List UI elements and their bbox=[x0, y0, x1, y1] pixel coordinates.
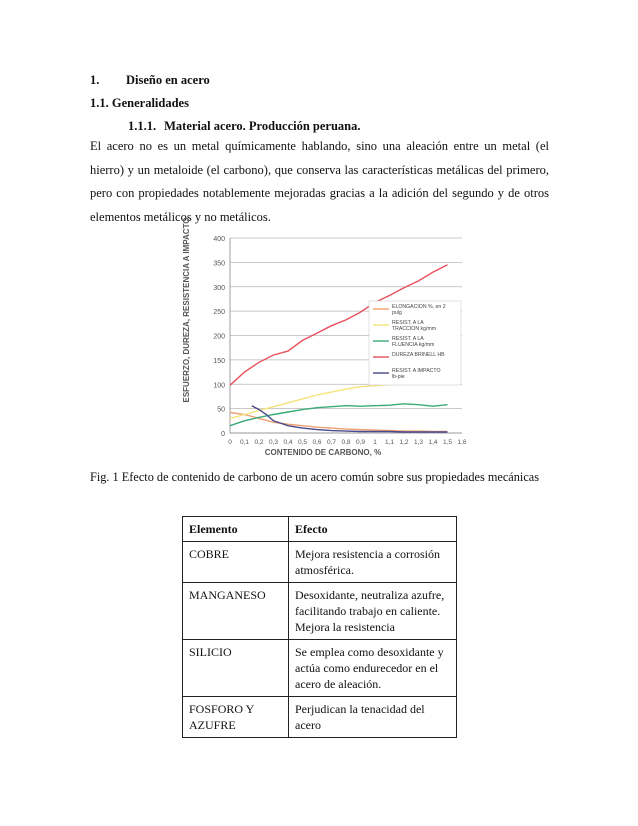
table-row bbox=[183, 697, 457, 738]
table-cell-effect: Se emplea como desoxidante y actúa como endurecedor en el acero de aleación. bbox=[289, 640, 457, 697]
table-cell-element: MANGANESO bbox=[183, 583, 289, 640]
chart-x-tick-label: 1,2 bbox=[399, 439, 409, 446]
heading-1-number: 1. bbox=[90, 73, 100, 87]
heading-1-text: Diseño en acero bbox=[126, 73, 210, 87]
chart-y-tick-label: 250 bbox=[213, 309, 225, 317]
figure-caption: Fig. 1 Efecto de contenido de carbono de un acero común sobre sus propiedades mecánicas bbox=[90, 470, 540, 484]
table-cell-element: SILICIO bbox=[183, 640, 289, 697]
heading-3-number: 1.1.1. bbox=[128, 119, 157, 133]
chart-legend bbox=[369, 301, 461, 385]
heading-3-text: Material acero. Producción peruana. bbox=[164, 119, 361, 133]
element-effect-table bbox=[182, 516, 457, 738]
chart-x-tick-label: 1,4 bbox=[428, 439, 438, 446]
body-paragraph: El acero no es un metal químicamente hablando, sino una aleación entre un metal (el hierro) y un metaloide (el carbono), que conserva las características metálicas del primero, pero con propiedades notablemente mejoradas gracias a la adición del segundo y de otros elementos metálicos y no metálicos. bbox=[90, 139, 549, 224]
carbon-content-chart bbox=[175, 217, 467, 457]
chart-y-tick-label: 100 bbox=[213, 382, 225, 390]
chart-x-tick-label: 0,4 bbox=[283, 439, 293, 446]
table-cell-effect: Perjudican la tenacidad del acero bbox=[289, 697, 457, 738]
chart-legend-label: DUREZA BRINELL HB bbox=[392, 352, 445, 358]
chart-y-tick-label: 300 bbox=[213, 284, 225, 292]
chart-legend-label: RESIST. A IMPACTO lb-pie bbox=[392, 368, 441, 380]
heading-1 bbox=[90, 73, 210, 88]
chart-legend-label: RESIST. A LA TRACCION kg/mm bbox=[392, 320, 437, 332]
table-row bbox=[183, 640, 457, 697]
chart-legend-label: RESIST. A LA FLUENCIA kg/mm bbox=[392, 336, 435, 348]
chart-x-tick-label: 1,5 bbox=[442, 439, 453, 446]
table-header-element: Elemento bbox=[183, 517, 289, 542]
chart-x-tick-label: 0,1 bbox=[239, 439, 250, 446]
chart-y-tick-label: 350 bbox=[213, 260, 225, 268]
chart-x-tick-label: 1,3 bbox=[413, 439, 424, 446]
chart-x-tick-label: 0,3 bbox=[268, 439, 279, 446]
table-cell-effect: Desoxidante, neutraliza azufre, facilitando trabajo en caliente. Mejora la resistencia bbox=[289, 583, 457, 640]
chart-series-line-5 bbox=[252, 406, 448, 432]
heading-3 bbox=[128, 119, 361, 134]
table-header-row bbox=[183, 517, 457, 542]
chart-x-tick-label: 1,6 bbox=[457, 439, 467, 446]
chart-y-tick-label: 50 bbox=[217, 406, 225, 414]
chart-y-tick-label: 0 bbox=[221, 431, 225, 438]
chart-y-tick-label: 400 bbox=[213, 236, 225, 243]
chart-x-tick-label: 0,8 bbox=[341, 439, 351, 446]
heading-2: 1.1. Generalidades bbox=[90, 96, 189, 110]
chart-y-tick-label: 200 bbox=[213, 333, 225, 341]
chart-x-tick-label: 0,5 bbox=[297, 439, 308, 446]
chart-x-axis-label: CONTENIDO DE CARBONO, % bbox=[264, 448, 382, 457]
chart-y-axis-label: ESFUERZO, DUREZA, RESISTENCIA A IMPACTO bbox=[182, 217, 191, 403]
table-cell-effect: Mejora resistencia a corrosión atmosférica. bbox=[289, 542, 457, 583]
chart-x-tick-label: 1,1 bbox=[384, 439, 395, 446]
table-row bbox=[183, 583, 457, 640]
chart-x-tick-label: 0,7 bbox=[326, 439, 337, 446]
chart-x-tick-label: 0 bbox=[228, 439, 232, 446]
chart-x-tick-label: 0,2 bbox=[254, 439, 264, 446]
chart-series-line-1 bbox=[230, 413, 448, 432]
chart-series-line-2 bbox=[230, 384, 448, 419]
chart-x-tick-label: 1 bbox=[373, 439, 377, 446]
chart-series-line-3 bbox=[230, 404, 448, 426]
chart-y-tick-label: 150 bbox=[213, 357, 225, 365]
table-header-effect: Efecto bbox=[289, 517, 457, 542]
chart-legend-label: ELONGACION %, en 2 pulg bbox=[392, 304, 446, 316]
chart-x-tick-label: 0,9 bbox=[355, 439, 366, 446]
table-cell-element: FOSFORO Y AZUFRE bbox=[183, 697, 289, 738]
table-cell-element: COBRE bbox=[183, 542, 289, 583]
table-row bbox=[183, 542, 457, 583]
chart-x-tick-label: 0,6 bbox=[312, 439, 322, 446]
